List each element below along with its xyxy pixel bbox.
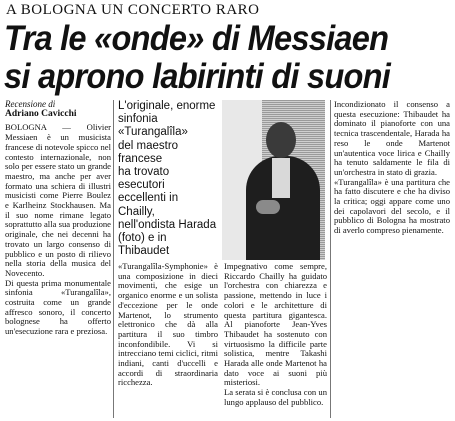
deck-line: L'originale, enorme [118, 100, 216, 112]
column-divider [330, 100, 331, 418]
photo-portrait [222, 100, 325, 260]
deck-line: eccellenti in Chailly, [118, 192, 179, 218]
deck-line: (foto) e in Thibaudet [118, 232, 170, 258]
column-1-paragraph: Di questa prima monumentale sinfonia «Turangalîla», costruita come un grande affresco sonoro, il concerto bolognese ha offerto un'esecuzione rara e preziosa. [5, 277, 111, 337]
deck [118, 100, 218, 258]
photo-figure-shirt [272, 158, 290, 198]
column-4 [334, 100, 450, 236]
byline-label: Recensione di [5, 99, 56, 109]
deck-line: sinfonia «Turangalîla» [118, 113, 188, 139]
column-3-paragraph: La serata si è conclusa con un lungo applauso del pubblico. [224, 387, 327, 407]
deck-line: nell'ondista Harada [118, 218, 217, 231]
photo-figure-head [266, 122, 296, 158]
deck-line: ha trovato esecutori [118, 166, 170, 192]
column-divider [113, 100, 114, 418]
column-1 [5, 100, 111, 337]
column-2-paragraph: «Turangalîla-Symphonie» è una composizione in dieci movimenti, che esige un organico enorme e un solista d'eccezione per le onde Martenot, lo strumento elettronico che dà alla partitura il suo timbro inconfondibile. Vi si intrecciano temi ciclici, ritmi indiani, canti d'uccelli e accordi di straordinaria ricchezza. [118, 261, 218, 388]
byline-name: Adriano Cavicchi [5, 108, 77, 119]
column-3 [224, 262, 327, 408]
column-1-paragraph: BOLOGNA — Olivier Messiaen è un musicista francese di notevole spicco nel contesto internazionale, non solo per essere stato un grande maestro, ma anche per aver formato una schiera di illustri musicisti come Pierre Boulez e Karlheinz Stockhausen. Ma il suo nome rimane legato soprattutto alla sua produzione originale, che nei decenni ha trovato un largo consenso di pubblico e un posto di rilievo nella storia della musica del Novecento. [5, 122, 111, 278]
headline-line-2: si aprono labirinti di suoni [4, 57, 391, 96]
column-4-paragraph: «Turangalîla» è una partitura che ha fatto discutere e che ha diviso la critica; oggi appare come uno dei capolavori del secolo, e il pubblico di Bologna ha mostrato di averlo compreso pienamente. [334, 176, 450, 236]
column-3-paragraph: Impegnativo come sempre, Riccardo Chailly ha guidato l'orchestra con chiarezza e passione, mettendo in luce i colori e le architetture di questa partitura gigantesca. Al pianoforte Jean-Yves Thibaudet ha sostenuto con virtuosismo la difficile parte solistica, mentre Takashi Harada alle onde Martenot ha dato voce ai suoni più misteriosi. [224, 261, 327, 388]
column-2 [118, 262, 218, 388]
kicker: A BOLOGNA UN CONCERTO RARO [6, 2, 260, 18]
headline-line-1: Tra le «onde» di Messiaen [4, 19, 389, 58]
column-4-paragraph: Incondizionato il consenso a questa esecuzione: Thibaudet ha dominato il pianoforte con una tecnica trascendentale, Harada ha reso le onde Martenot un'autentica voce lirica e Chailly ha tenuto saldamente le fila di un'orchestra in stato di grazia. [334, 99, 450, 177]
deck-line: del maestro francese [118, 139, 179, 165]
photo-figure-hand [256, 200, 280, 214]
headline [4, 20, 421, 96]
